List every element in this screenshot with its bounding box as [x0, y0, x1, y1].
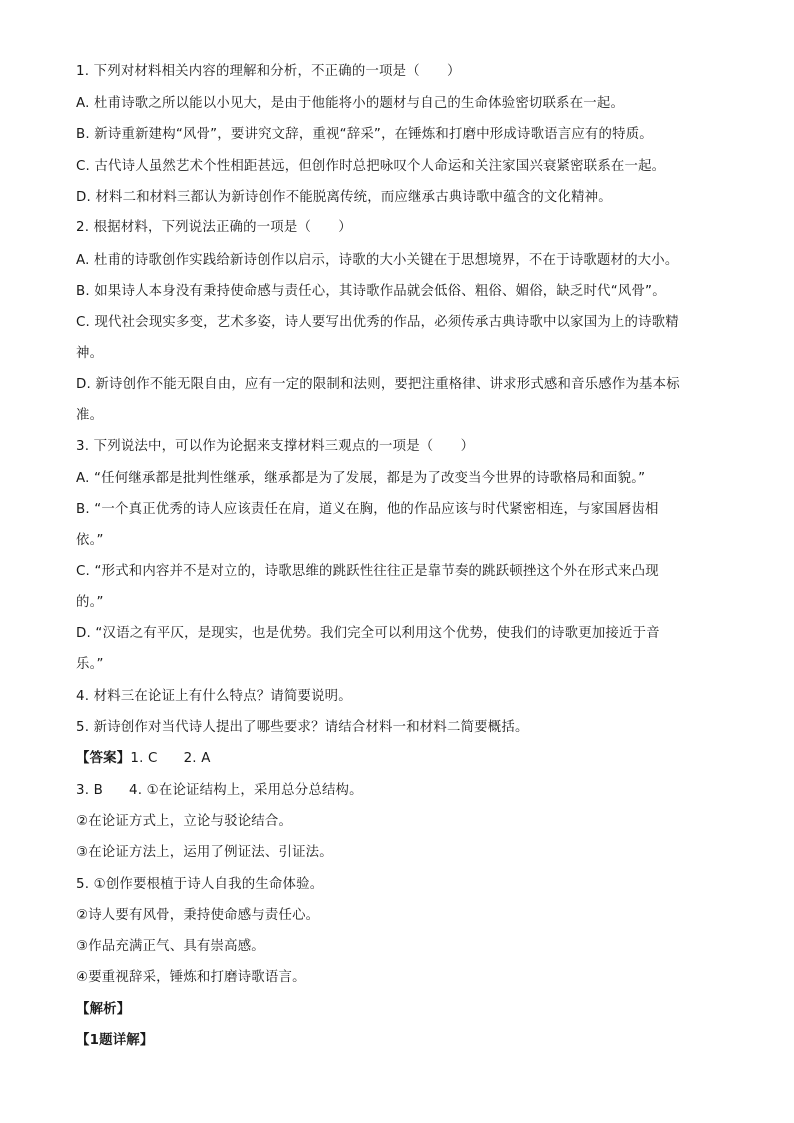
q1-option-a: A. 杜甫诗歌之所以能以小见大，是由于他能将小的题材与自己的生命体验密切联系在一起。 [76, 96, 625, 111]
q1-option-c: C. 古代诗人虽然艺术个性相距甚远，但创作时总把咏叹个人命运和关注家国兴衰紧密联系在一起。 [76, 159, 666, 174]
analysis-tag: 【解析】 [76, 1002, 131, 1017]
q2-option-d-line1: D. 新诗创作不能无限自由，应有一定的限制和法则，要把注重格律、讲求形式感和音乐感作为基本标 [76, 377, 680, 392]
q2-option-a: A. 杜甫的诗歌创作实践给新诗创作以启示，诗歌的大小关键在于思想境界，不在于诗歌题材的大小。 [76, 253, 679, 268]
answer-5-line3: ③作品充满正气、具有崇高感。 [76, 939, 265, 954]
answer-tag: 【答案】 [76, 751, 131, 766]
q2-stem: 2. 根据材料，下列说法正确的一项是（ ） [76, 220, 352, 235]
q3-option-b-line1: B. “一个真正优秀的诗人应该责任在肩，道义在胸，他的作品应该与时代紧密相连，与家国唇齿相 [76, 502, 659, 517]
q3-option-b-line2: 依。” [76, 533, 104, 548]
q2-option-b: B. 如果诗人本身没有秉持使命感与责任心，其诗歌作品就会低俗、粗俗、媚俗，缺乏时代“风骨”。 [76, 284, 666, 299]
q2-option-c-line1: C. 现代社会现实多变，艺术多姿，诗人要写出优秀的作品，必须传承古典诗歌中以家国为上的诗歌精 [76, 315, 679, 330]
q3-option-d-line2: 乐。” [76, 657, 104, 672]
answer-row-1 [76, 750, 726, 768]
analysis-detail-heading: 【1题详解】 [76, 1033, 154, 1048]
q4-stem: 4. 材料三在论证上有什么特点？请简要说明。 [76, 689, 352, 704]
q3-option-d-line1: D. “汉语之有平仄，是现实，也是优势。我们完全可以利用这个优势，使我们的诗歌更加接近于音 [76, 626, 660, 641]
answer-5-line2: ②诗人要有风骨，秉持使命感与责任心。 [76, 908, 320, 923]
q3-option-a: A. “任何继承都是批判性继承，继承都是为了发展，都是为了改变当今世界的诗歌格局和面貌。” [76, 471, 646, 486]
answer-3: 3. B [76, 783, 104, 798]
answer-5-line1: 5. ①创作要根植于诗人自我的生命体验。 [76, 877, 324, 892]
q3-option-c-line2: 的。” [76, 595, 104, 610]
answer-4-line1: 4. ①在论证结构上，采用总分总结构。 [129, 783, 363, 798]
q1-option-d: D. 材料二和材料三都认为新诗创作不能脱离传统，而应继承古典诗歌中蕴含的文化精神。 [76, 190, 612, 205]
q1-stem: 1. 下列对材料相关内容的理解和分析，不正确的一项是（ ） [76, 64, 461, 79]
q2-option-c-line2: 神。 [76, 346, 104, 361]
q3-option-c-line1: C. “形式和内容并不是对立的，诗歌思维的跳跃性往往正是靠节奏的跳跃顿挫这个外在形式来凸现 [76, 564, 659, 579]
answer-4-line2: ②在论证方式上，立论与驳论结合。 [76, 814, 293, 829]
answer-5-line4: ④要重视辞采，锤炼和打磨诗歌语言。 [76, 970, 306, 985]
q1-option-b: B. 新诗重新建构“风骨”，要讲究文辞，重视“辞采”，在锤炼和打磨中形成诗歌语言应有的特质。 [76, 127, 653, 142]
q2-option-d-line2: 准。 [76, 408, 104, 423]
answer-4-line3: ③在论证方法上，运用了例证法、引证法。 [76, 845, 333, 860]
q3-stem: 3. 下列说法中，可以作为论据来支撑材料三观点的一项是（ ） [76, 439, 475, 454]
q5-stem: 5. 新诗创作对当代诗人提出了哪些要求？请结合材料一和材料二简要概括。 [76, 720, 529, 735]
answer-2: 2. A [183, 751, 211, 766]
answer-row-2 [76, 782, 726, 800]
answer-1: 1. C [130, 751, 158, 766]
